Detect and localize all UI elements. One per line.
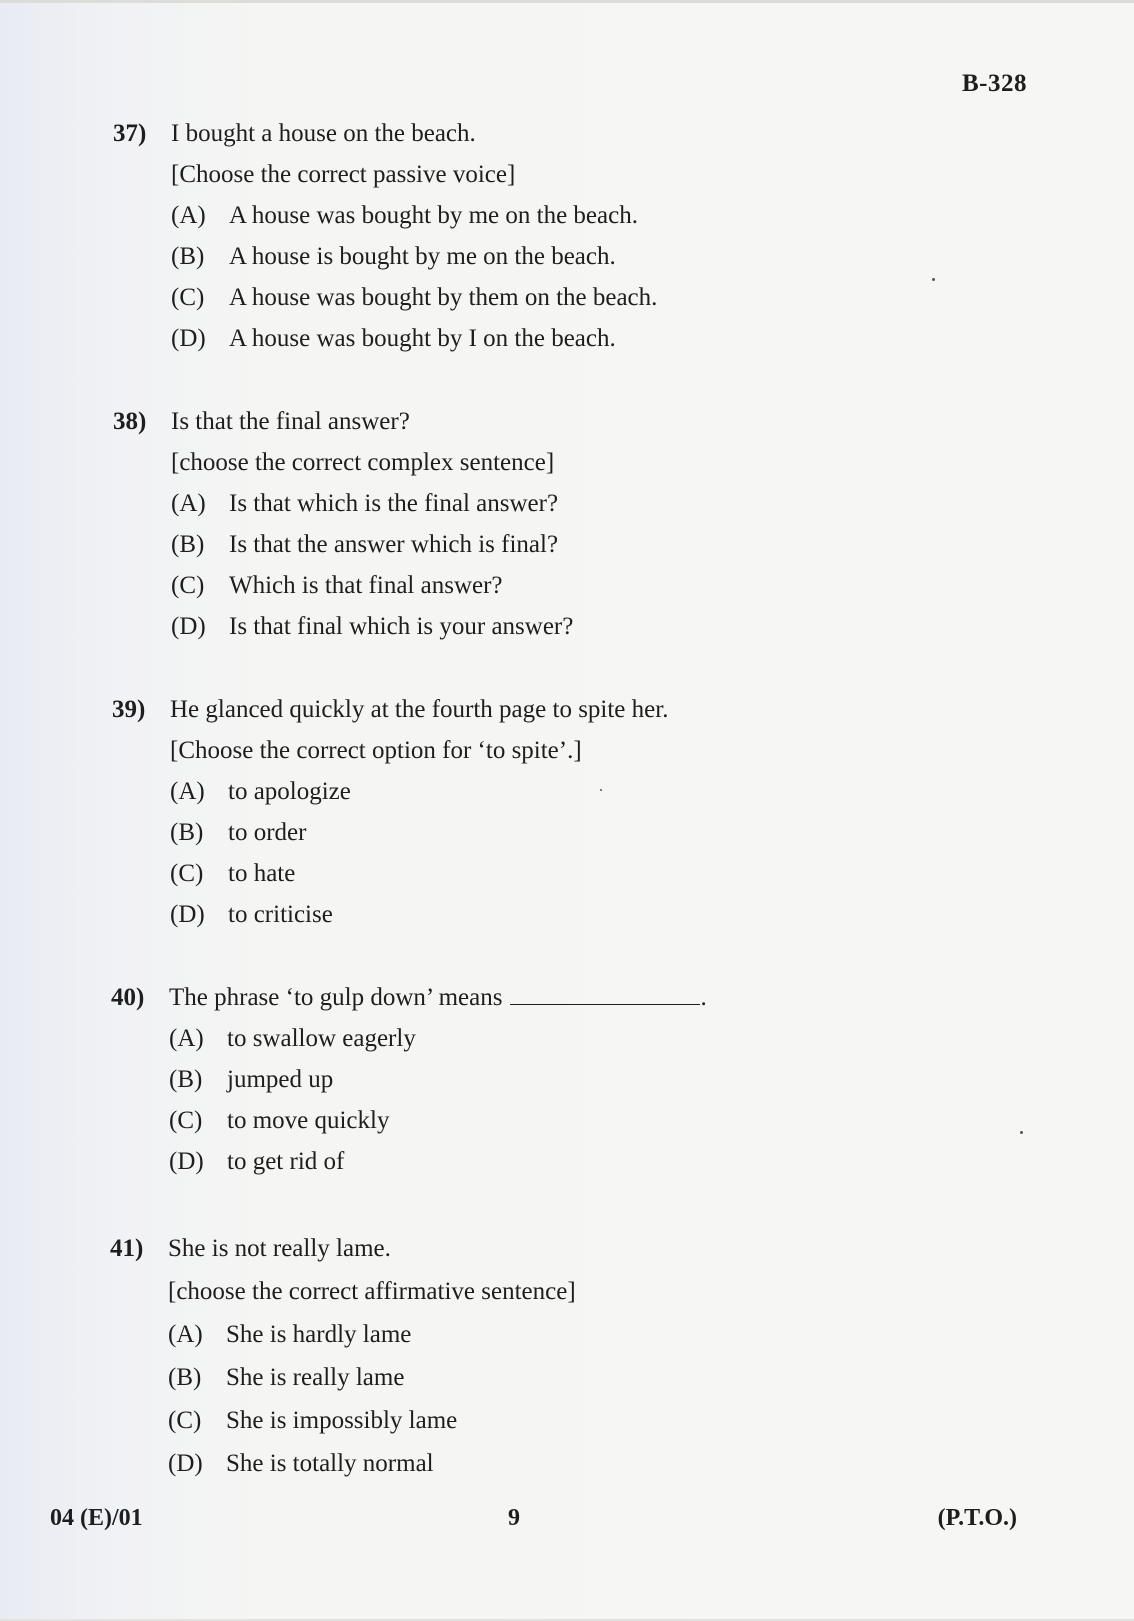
option-text: Which is that final answer? — [229, 572, 503, 599]
question-stem: She is not really lame. — [168, 1235, 391, 1262]
option-c — [113, 277, 1013, 318]
option-c — [110, 1399, 1010, 1442]
paper-code: B-328 — [962, 70, 1027, 97]
option-text: to hate — [228, 860, 296, 887]
question-number: 41) — [110, 1235, 144, 1262]
question-instruction: [choose the correct affirmative sentence] — [168, 1278, 576, 1305]
question-stem: Is that the final answer? — [171, 408, 410, 435]
option-letter: (C) — [171, 284, 205, 311]
option-text: She is hardly lame — [226, 1321, 412, 1348]
option-letter: (B) — [169, 1066, 203, 1093]
footer-code: 04 (E)/01 — [50, 1505, 143, 1531]
scan-speck — [932, 278, 935, 281]
option-a — [113, 195, 1013, 236]
option-text: to get rid of — [227, 1148, 345, 1175]
top-border — [0, 0, 1134, 3]
option-text: A house was bought by me on the beach. — [229, 202, 638, 229]
option-a — [111, 1018, 1011, 1059]
question-41 — [110, 1227, 1010, 1485]
question-number: 39) — [112, 696, 146, 723]
option-letter: (B) — [171, 531, 205, 558]
option-letter: (C) — [169, 1107, 203, 1134]
option-letter: (B) — [170, 819, 204, 846]
option-a — [110, 1313, 1010, 1356]
option-letter: (D) — [168, 1450, 203, 1477]
option-text: A house is bought by me on the beach. — [229, 243, 616, 270]
option-text: A house was bought by them on the beach. — [229, 284, 658, 311]
option-c — [113, 565, 1013, 606]
question-stem: I bought a house on the beach. — [171, 120, 476, 147]
option-text: jumped up — [227, 1066, 334, 1093]
option-d — [110, 1442, 1010, 1485]
option-letter: (D) — [170, 901, 205, 928]
option-b — [113, 524, 1013, 565]
option-text: Is that which is the final answer? — [229, 490, 559, 517]
option-text: to swallow eagerly — [227, 1025, 416, 1052]
option-b — [113, 236, 1013, 277]
option-letter: (B) — [171, 243, 205, 270]
option-b — [110, 1356, 1010, 1399]
option-text: to order — [228, 819, 307, 846]
scan-speck — [1020, 1131, 1023, 1134]
answer-blank — [510, 982, 700, 1005]
question-stem — [169, 977, 707, 1018]
option-c — [112, 853, 1012, 894]
question-38 — [113, 401, 1013, 647]
question-number: 40) — [111, 984, 145, 1011]
option-b — [112, 812, 1012, 853]
page-number: 9 — [508, 1505, 520, 1531]
stem-end: . — [700, 984, 707, 1011]
option-d — [111, 1141, 1011, 1182]
question-instruction: [Choose the correct option for ‘to spite’.] — [170, 737, 582, 764]
option-text: Is that the answer which is final? — [229, 531, 559, 558]
option-b — [111, 1059, 1011, 1100]
question-stem-text: The phrase ‘to gulp down’ means — [169, 984, 503, 1011]
question-stem: He glanced quickly at the fourth page to spite her. — [170, 696, 669, 723]
option-text: to criticise — [228, 901, 333, 928]
option-text: She is really lame — [226, 1364, 405, 1391]
option-letter: (C) — [171, 572, 205, 599]
option-letter: (B) — [168, 1364, 202, 1391]
question-instruction: [Choose the correct passive voice] — [171, 161, 516, 188]
option-letter: (A) — [170, 778, 205, 805]
option-text: Is that final which is your answer? — [229, 613, 574, 640]
question-37 — [113, 113, 1013, 359]
option-a — [112, 771, 1012, 812]
option-letter: (A) — [171, 490, 206, 517]
please-turn-over: (P.T.O.) — [937, 1505, 1017, 1531]
option-letter: (C) — [168, 1407, 202, 1434]
question-39 — [112, 689, 1012, 935]
option-letter: (A) — [168, 1321, 203, 1348]
question-40 — [111, 977, 1011, 1182]
option-text: She is totally normal — [226, 1450, 434, 1477]
option-d — [112, 894, 1012, 935]
option-letter: (D) — [169, 1148, 204, 1175]
question-instruction: [choose the correct complex sentence] — [171, 449, 555, 476]
question-number: 37) — [113, 120, 147, 147]
question-number: 38) — [113, 408, 147, 435]
option-text: A house was bought by I on the beach. — [229, 325, 616, 352]
option-a — [113, 483, 1013, 524]
option-c — [111, 1100, 1011, 1141]
option-letter: (A) — [171, 202, 206, 229]
option-d — [113, 318, 1013, 359]
scan-speck — [600, 789, 602, 791]
option-text: to apologize — [228, 778, 351, 805]
option-letter: (D) — [171, 325, 206, 352]
option-d — [113, 606, 1013, 647]
option-letter: (A) — [169, 1025, 204, 1052]
option-text: to move quickly — [227, 1107, 390, 1134]
option-text: She is impossibly lame — [226, 1407, 458, 1434]
option-letter: (C) — [170, 860, 204, 887]
option-letter: (D) — [171, 613, 206, 640]
